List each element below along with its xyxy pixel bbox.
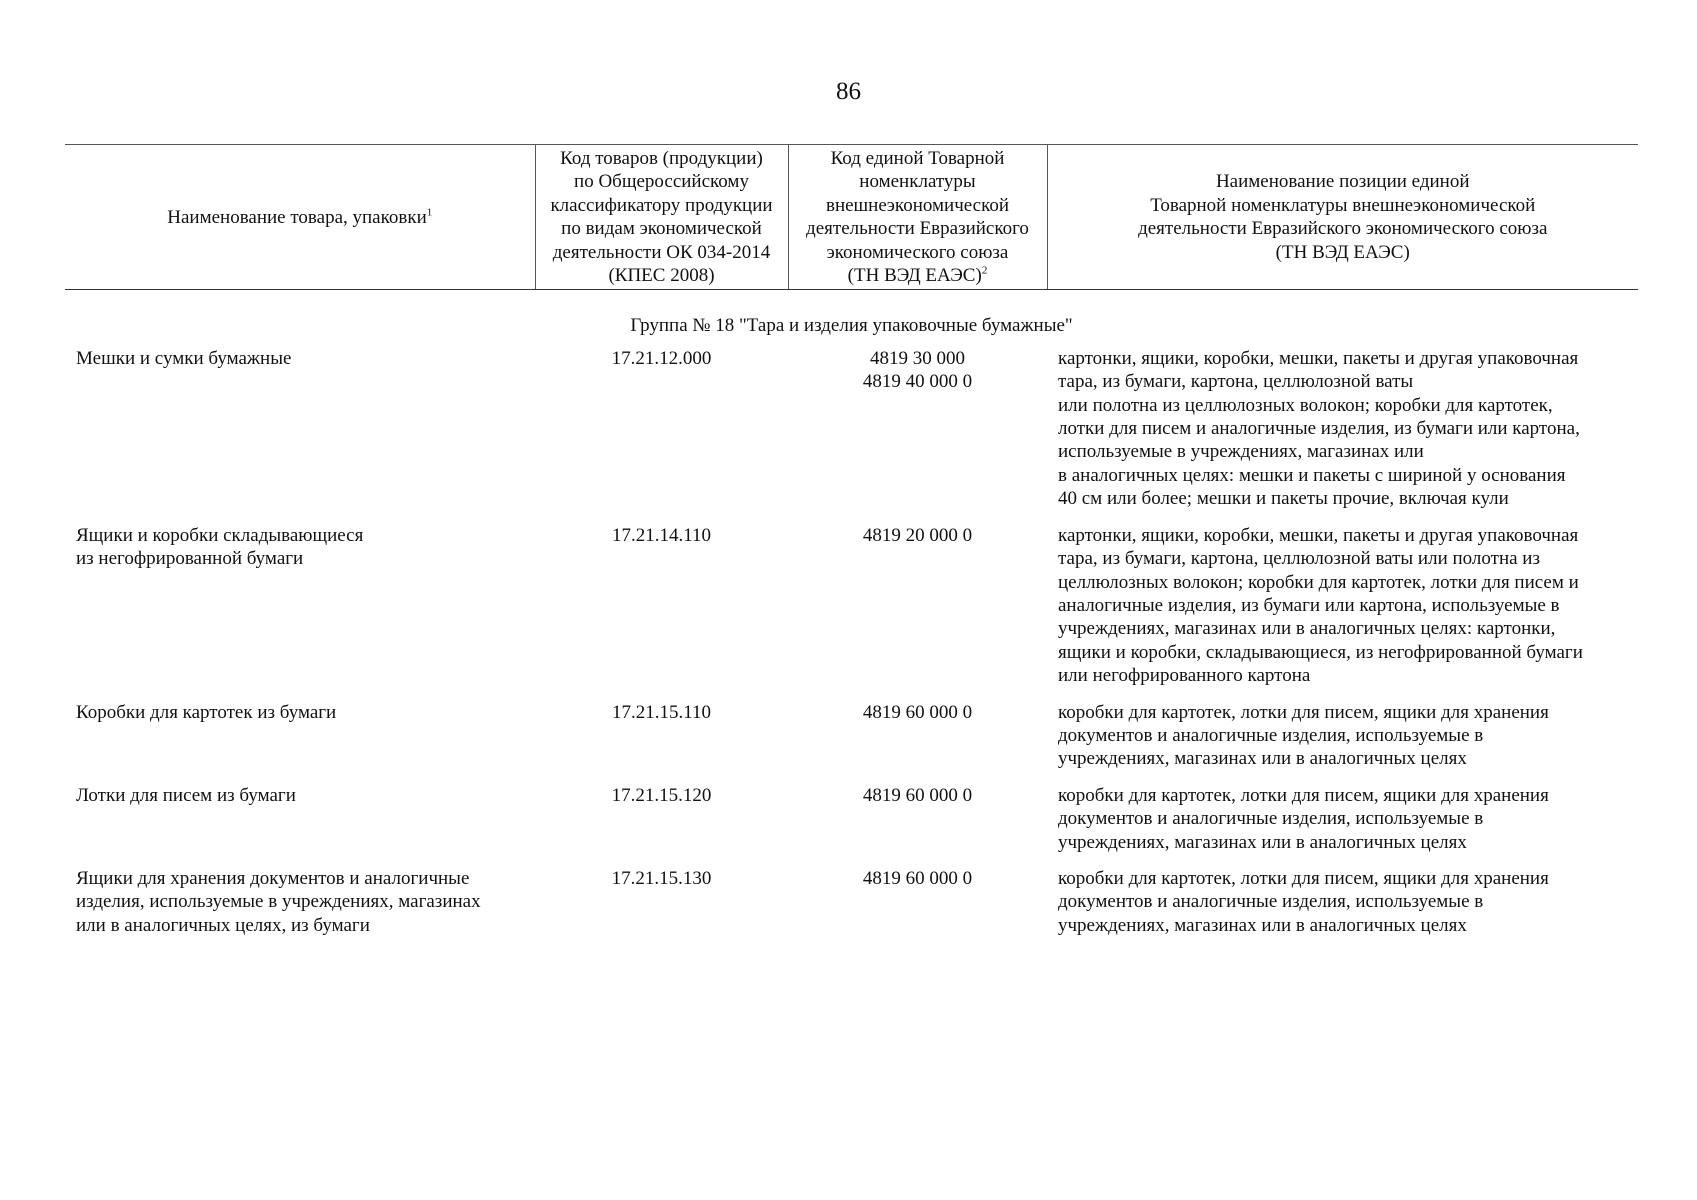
tnved-code-cell [788, 701, 1047, 784]
product-name-cell [65, 701, 535, 784]
tnved-code: 4819 60 000 0 [862, 784, 973, 806]
table-row [65, 524, 1638, 701]
product-name-line: Коробки для картотек из бумаги [76, 701, 337, 723]
footnote-marker-1: 1 [426, 206, 433, 219]
description-line: учреждениях, магазинах или в аналогичных целях [1058, 748, 1467, 770]
header-desc-line: деятельности Евразийского экономического союза [1138, 218, 1548, 240]
description-line: учреждениях, магазинах или в аналогичных целях: картонки, [1058, 618, 1556, 640]
description-line: тара, из бумаги, картона, целлюлозной ваты [1058, 371, 1414, 393]
tnved-code: 4819 60 000 0 [862, 701, 973, 723]
product-name-cell [65, 867, 535, 950]
page-number: 86 [836, 78, 861, 105]
description-line: коробки для картотек, лотки для писем, ящики для хранения [1058, 867, 1549, 889]
table-row [65, 784, 1638, 867]
description-line: или негофрированного картона [1058, 665, 1311, 687]
table-row [65, 867, 1638, 950]
description-line: в аналогичных целях: мешки и пакеты с шириной у основания [1058, 464, 1566, 486]
header-desc-line: Товарной номенклатуры внешнеэкономической [1150, 194, 1536, 216]
description-line: или полотна из целлюлозных волокон; коробки для картотек, [1058, 394, 1553, 416]
description-line: коробки для картотек, лотки для писем, ящики для хранения [1058, 701, 1549, 723]
tnved-code-cell [788, 784, 1047, 867]
description-line: ящики и коробки, складывающиеся, из негофрированной бумаги [1058, 641, 1583, 663]
okpd-code-cell: 17.21.14.110 [611, 524, 712, 546]
description-line: коробки для картотек, лотки для писем, ящики для хранения [1058, 784, 1549, 806]
position-description-cell [1047, 701, 1638, 784]
group-title: Группа № 18 "Тара и изделия упаковочные бумажные" [630, 315, 1073, 337]
table-body [65, 290, 1638, 950]
header-product-name-text: Наименование товара, упаковки [167, 206, 427, 228]
header-tnved-line [792, 264, 1044, 287]
header-tnved-code [788, 145, 1047, 290]
okpd-code-cell: 17.21.12.000 [611, 347, 712, 369]
okpd-code-cell: 17.21.15.120 [611, 784, 712, 806]
product-name-cell [65, 784, 535, 867]
description-line: документов и аналогичные изделия, используемые в [1058, 891, 1484, 913]
classification-table [65, 144, 1638, 950]
table-row [65, 701, 1638, 784]
okpd-code-cell: 17.21.15.110 [611, 701, 712, 723]
header-tnved-line: номенклатуры [859, 171, 976, 193]
footnote-marker-2: 2 [981, 264, 988, 277]
description-line: аналогичные изделия, из бумаги или картона, используемые в [1058, 594, 1560, 616]
description-line: учреждениях, магазинах или в аналогичных целях [1058, 914, 1467, 936]
header-okpd-line: по видам экономической [561, 218, 762, 240]
header-tnved-line-text: (ТН ВЭД ЕАЭС) [847, 265, 982, 287]
okpd-code-cell: 17.21.15.130 [611, 867, 712, 889]
position-description-cell [1047, 867, 1638, 950]
product-name-line: Мешки и сумки бумажные [76, 347, 292, 369]
product-name-cell [65, 524, 535, 701]
header-tnved-position-name [1047, 145, 1638, 290]
description-line: используемые в учреждениях, магазинах или [1058, 441, 1424, 463]
description-line: 40 см или более; мешки и пакеты прочие, включая кули [1058, 488, 1509, 510]
header-tnved-line: деятельности Евразийского [806, 218, 1029, 240]
product-name-line: из негофрированной бумаги [76, 548, 304, 570]
tnved-code: 4819 60 000 0 [862, 867, 973, 889]
classification-table-container [65, 144, 1638, 950]
tnved-code: 4819 20 000 0 [862, 524, 973, 546]
tnved-code-cell [788, 524, 1047, 701]
position-description-cell [1047, 784, 1638, 867]
header-okpd-line: Код товаров (продукции) [560, 148, 763, 169]
description-line: тара, из бумаги, картона, целлюлозной ваты или полотна из [1058, 548, 1540, 570]
header-okpd-line: деятельности ОК 034-2014 [552, 241, 771, 263]
header-okpd-line: (КПЕС 2008) [608, 265, 715, 287]
product-name-line: изделия, используемые в учреждениях, магазинах [76, 891, 481, 913]
header-product-name [65, 145, 535, 290]
product-name-line: или в аналогичных целях, из бумаги [76, 914, 370, 936]
description-line: документов и аналогичные изделия, используемые в [1058, 724, 1484, 746]
header-tnved-line: экономического союза [826, 241, 1009, 263]
position-description-cell [1047, 524, 1638, 701]
header-desc-line: Наименование позиции единой [1215, 171, 1470, 193]
tnved-code-cell [788, 347, 1047, 524]
tnved-code: 4819 30 000 [870, 347, 965, 369]
description-line: картонки, ящики, коробки, мешки, пакеты и другая упаковочная [1058, 347, 1579, 369]
position-description-cell [1047, 347, 1638, 524]
description-line: целлюлозных волокон; коробки для картотек, лотки для писем и [1058, 571, 1579, 593]
description-line: лотки для писем и аналогичные изделия, из бумаги или картона, [1058, 418, 1580, 440]
group-title-row [65, 290, 1638, 347]
description-line: картонки, ящики, коробки, мешки, пакеты и другая упаковочная [1058, 524, 1579, 546]
product-name-cell [65, 347, 535, 524]
table-header [65, 145, 1638, 290]
description-line: документов и аналогичные изделия, используемые в [1058, 808, 1484, 830]
product-name-line: Ящики для хранения документов и аналогичные [76, 867, 470, 889]
header-desc-line: (ТН ВЭД ЕАЭС) [1275, 241, 1410, 263]
header-tnved-line: внешнеэкономической [825, 194, 1010, 216]
product-name-line: Ящики и коробки складывающиеся [76, 524, 364, 546]
tnved-code-cell [788, 867, 1047, 950]
header-okpd-line: классификатору продукции [550, 194, 773, 216]
product-name-line: Лотки для писем из бумаги [76, 784, 296, 806]
header-okpd-code [535, 145, 788, 290]
header-tnved-line: Код единой Товарной [830, 148, 1005, 169]
table-row [65, 347, 1638, 524]
header-okpd-line: по Общероссийскому [574, 171, 749, 193]
description-line: учреждениях, магазинах или в аналогичных целях [1058, 831, 1467, 853]
tnved-code: 4819 40 000 0 [862, 371, 973, 393]
